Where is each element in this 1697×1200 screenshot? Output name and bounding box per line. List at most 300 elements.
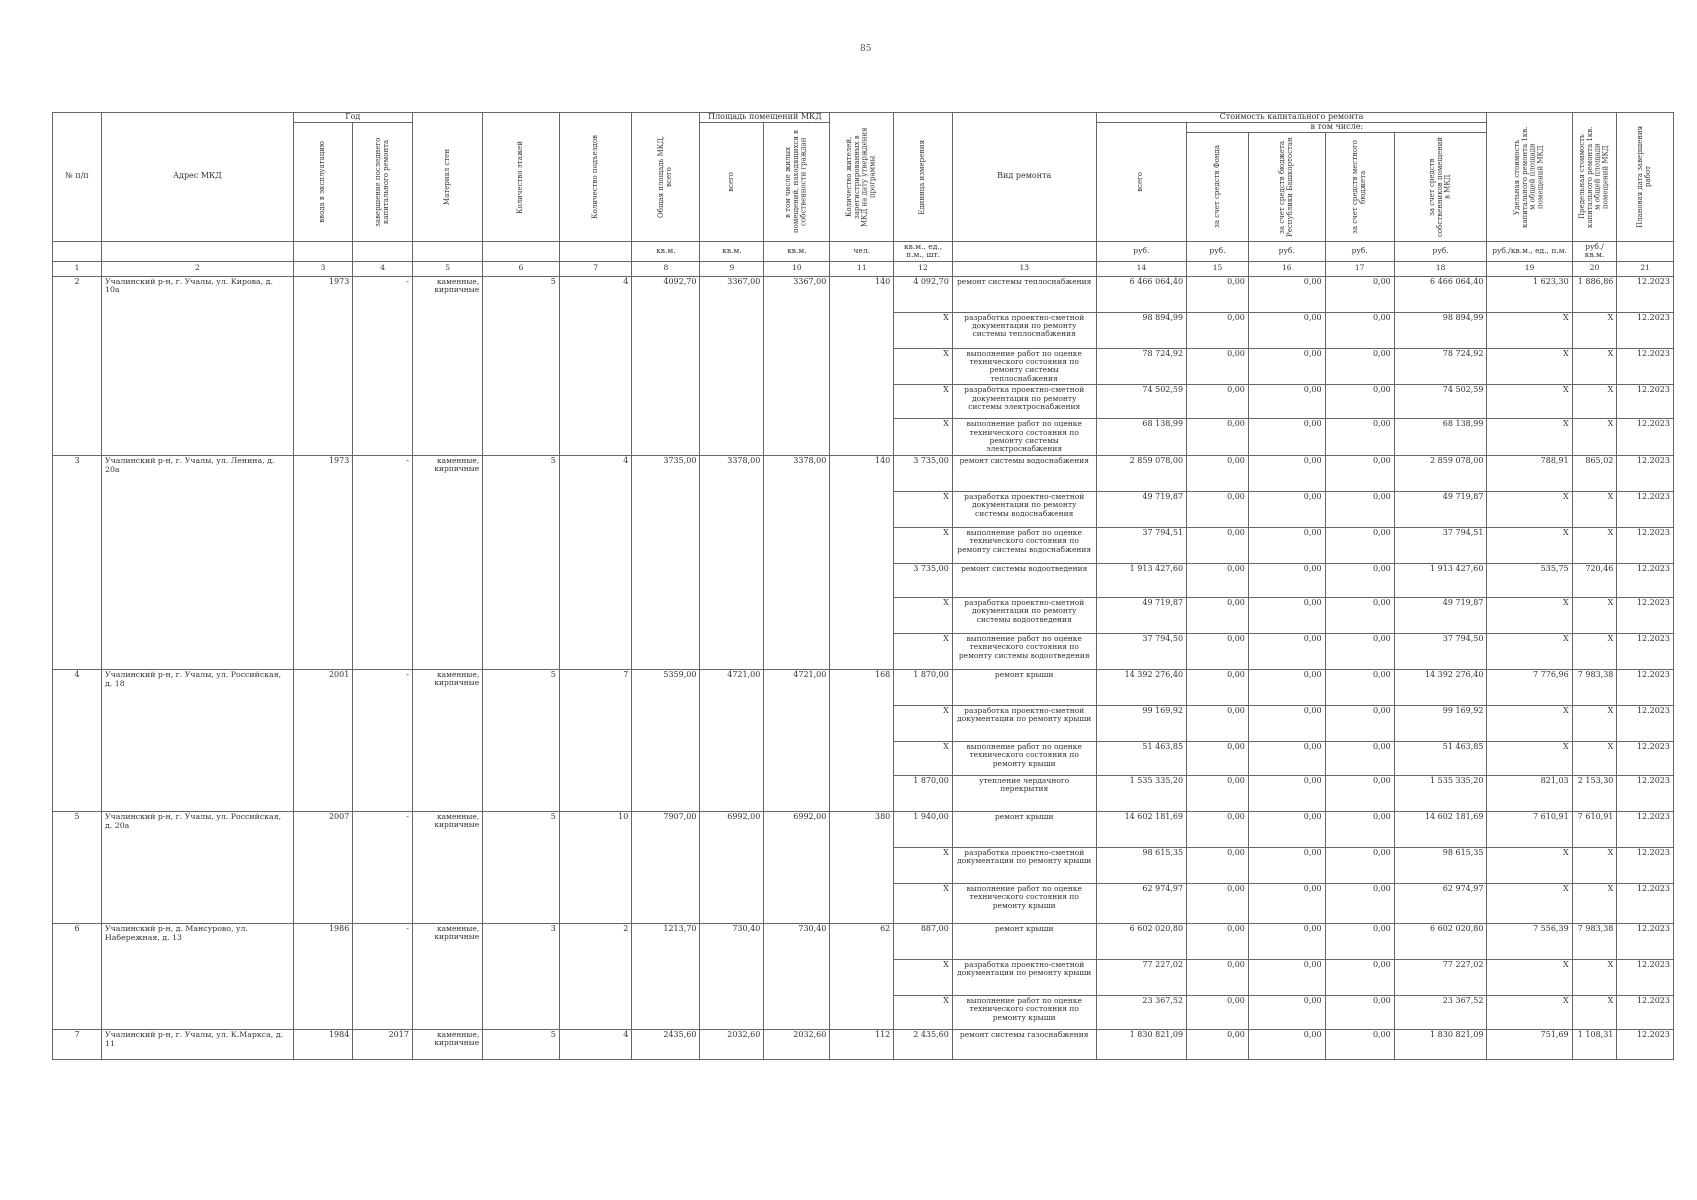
- column-numbers-row: [53, 261, 1674, 276]
- header-limit-cost: Предельная стоимость капитального ремонта 1кв. м общей площади помещений МКД: [1572, 113, 1617, 242]
- completion-date: 12.2023: [1617, 669, 1674, 705]
- completion-date: 12.2023: [1617, 312, 1674, 348]
- cost-fund: 0,00: [1187, 597, 1249, 633]
- limit-cost: 7 610,91: [1572, 811, 1617, 847]
- header-cost-total: всего: [1096, 122, 1187, 241]
- last-repair-year: -: [353, 276, 413, 455]
- cost-local: 0,00: [1325, 348, 1394, 385]
- unit-cost: X: [1487, 348, 1572, 385]
- header-cost-local: за счет средств местного бюджета: [1325, 132, 1394, 241]
- work-unit: X: [894, 491, 953, 527]
- header-area-premises: всего: [700, 122, 764, 241]
- header-cost-sub: в том числе:: [1187, 122, 1487, 132]
- limit-cost: 1 886,86: [1572, 276, 1617, 312]
- cost-total: 99 169,92: [1096, 705, 1187, 741]
- last-repair-year: 2017: [353, 1029, 413, 1059]
- column-number: 6: [483, 261, 560, 276]
- work-unit: X: [894, 419, 953, 456]
- building-address: Учалинский р-н, г. Учалы, ул. Российская, д. 20а: [101, 811, 293, 923]
- premises-area: 3378,00: [700, 455, 764, 669]
- unit-cost: 751,69: [1487, 1029, 1572, 1059]
- work-type: ремонт крыши: [952, 811, 1096, 847]
- cost-fund: 0,00: [1187, 633, 1249, 669]
- wall-material: каменные, кирпичные: [412, 811, 482, 923]
- cost-total: 62 974,97: [1096, 883, 1187, 923]
- premises-area: 2032,60: [700, 1029, 764, 1059]
- cost-fund: 0,00: [1187, 923, 1249, 959]
- unit-label: кв.м.: [632, 241, 700, 261]
- cost-rb: 0,00: [1248, 385, 1325, 419]
- cost-total: 49 719,87: [1096, 597, 1187, 633]
- completion-date: 12.2023: [1617, 527, 1674, 563]
- total-area: 2435,60: [632, 1029, 700, 1059]
- cost-local: 0,00: [1325, 597, 1394, 633]
- header-last-repair: завершение последнего капитального ремонта: [353, 122, 413, 241]
- building-address: Учалинский р-н, д. Мансурово, ул. Набережная, д. 13: [101, 923, 293, 1029]
- limit-cost: X: [1572, 633, 1617, 669]
- unit-cost: X: [1487, 959, 1572, 995]
- cost-local: 0,00: [1325, 669, 1394, 705]
- cost-fund: 0,00: [1187, 883, 1249, 923]
- cost-owners: 78 724,92: [1394, 348, 1487, 385]
- entrances-count: 2: [559, 923, 631, 1029]
- completion-date: 12.2023: [1617, 995, 1674, 1029]
- completion-date: 12.2023: [1617, 923, 1674, 959]
- header-year-commission: ввода в эксплуатацию: [293, 122, 353, 241]
- work-type: разработка проектно-сметной документации по ремонту крыши: [952, 959, 1096, 995]
- header-year-group: Год: [293, 113, 412, 123]
- cost-fund: 0,00: [1187, 959, 1249, 995]
- cost-owners: 49 719,87: [1394, 491, 1487, 527]
- unit-cost: 821,03: [1487, 775, 1572, 811]
- cost-total: 78 724,92: [1096, 348, 1187, 385]
- cost-fund: 0,00: [1187, 741, 1249, 775]
- cost-owners: 1 830 821,09: [1394, 1029, 1487, 1059]
- cost-rb: 0,00: [1248, 741, 1325, 775]
- limit-cost: X: [1572, 959, 1617, 995]
- cost-owners: 37 794,51: [1394, 527, 1487, 563]
- residential-area: 6992,00: [764, 811, 830, 923]
- cost-rb: 0,00: [1248, 923, 1325, 959]
- cost-owners: 51 463,85: [1394, 741, 1487, 775]
- cost-fund: 0,00: [1187, 312, 1249, 348]
- cost-total: 2 859 078,00: [1096, 455, 1187, 491]
- column-number: 10: [764, 261, 830, 276]
- cost-total: 49 719,87: [1096, 491, 1187, 527]
- entrances-count: 4: [559, 276, 631, 455]
- work-type: разработка проектно-сметной документации по ремонту крыши: [952, 847, 1096, 883]
- completion-date: 12.2023: [1617, 741, 1674, 775]
- work-type: разработка проектно-сметной документации по ремонту крыши: [952, 705, 1096, 741]
- unit-label: руб./кв.м., ед., п.м.: [1487, 241, 1572, 261]
- column-number: 14: [1096, 261, 1187, 276]
- unit-cost: 7 556,39: [1487, 923, 1572, 959]
- work-unit: 1 870,00: [894, 669, 953, 705]
- cost-rb: 0,00: [1248, 597, 1325, 633]
- column-number: 3: [293, 261, 353, 276]
- header-residents: Количество жителей, зарегистрированных в МКД на дату утверждения программы: [830, 113, 894, 242]
- work-unit: 1 870,00: [894, 775, 953, 811]
- cost-owners: 2 859 078,00: [1394, 455, 1487, 491]
- column-number: 15: [1187, 261, 1249, 276]
- page-number: 85: [860, 44, 872, 54]
- entrances-count: 4: [559, 455, 631, 669]
- cost-local: 0,00: [1325, 811, 1394, 847]
- header-area-group: Площадь помещений МКД: [700, 113, 830, 123]
- cost-local: 0,00: [1325, 491, 1394, 527]
- cost-owners: 37 794,50: [1394, 633, 1487, 669]
- cost-fund: 0,00: [1187, 775, 1249, 811]
- unit-cost: X: [1487, 419, 1572, 456]
- limit-cost: 7 983,38: [1572, 923, 1617, 959]
- table-row: [53, 276, 1674, 312]
- wall-material: каменные, кирпичные: [412, 923, 482, 1029]
- header-address: Адрес МКД: [101, 113, 293, 242]
- residential-area: 730,40: [764, 923, 830, 1029]
- cost-total: 37 794,51: [1096, 527, 1187, 563]
- floors-count: 5: [483, 669, 560, 811]
- year-commissioned: 1986: [293, 923, 353, 1029]
- total-area: 4092,70: [632, 276, 700, 455]
- cost-rb: 0,00: [1248, 1029, 1325, 1059]
- floors-count: 5: [483, 1029, 560, 1059]
- limit-cost: X: [1572, 527, 1617, 563]
- cost-total: 14 602 181,69: [1096, 811, 1187, 847]
- floors-count: 5: [483, 811, 560, 923]
- unit-cost: X: [1487, 847, 1572, 883]
- units-row: [53, 241, 1674, 261]
- unit-cost: X: [1487, 705, 1572, 741]
- cost-local: 0,00: [1325, 995, 1394, 1029]
- wall-material: каменные, кирпичные: [412, 455, 482, 669]
- column-number: 19: [1487, 261, 1572, 276]
- column-number: 9: [700, 261, 764, 276]
- header-cost-rb: за счет средств бюджета Республики Башкортостан: [1248, 132, 1325, 241]
- limit-cost: X: [1572, 312, 1617, 348]
- cost-fund: 0,00: [1187, 385, 1249, 419]
- residents-count: 140: [830, 276, 894, 455]
- work-type: разработка проектно-сметной документации по ремонту системы электроснабжения: [952, 385, 1096, 419]
- completion-date: 12.2023: [1617, 276, 1674, 312]
- work-type: выполнение работ по оценке технического состояния по ремонту системы водоснабжения: [952, 527, 1096, 563]
- cost-total: 14 392 276,40: [1096, 669, 1187, 705]
- limit-cost: 7 983,38: [1572, 669, 1617, 705]
- wall-material: каменные, кирпичные: [412, 1029, 482, 1059]
- building-number: 5: [53, 811, 102, 923]
- cost-local: 0,00: [1325, 775, 1394, 811]
- limit-cost: X: [1572, 348, 1617, 385]
- cost-local: 0,00: [1325, 455, 1394, 491]
- work-unit: X: [894, 741, 953, 775]
- completion-date: 12.2023: [1617, 1029, 1674, 1059]
- cost-local: 0,00: [1325, 705, 1394, 741]
- table-row: [53, 811, 1674, 847]
- cost-owners: 99 169,92: [1394, 705, 1487, 741]
- last-repair-year: -: [353, 455, 413, 669]
- residents-count: 168: [830, 669, 894, 811]
- cost-total: 37 794,50: [1096, 633, 1187, 669]
- cost-owners: 77 227,02: [1394, 959, 1487, 995]
- completion-date: 12.2023: [1617, 597, 1674, 633]
- entrances-count: 4: [559, 1029, 631, 1059]
- cost-rb: 0,00: [1248, 563, 1325, 597]
- cost-fund: 0,00: [1187, 276, 1249, 312]
- cost-fund: 0,00: [1187, 847, 1249, 883]
- cost-total: 6 466 064,40: [1096, 276, 1187, 312]
- work-type: разработка проектно-сметной документации по ремонту системы водоснабжения: [952, 491, 1096, 527]
- cost-rb: 0,00: [1248, 811, 1325, 847]
- work-unit: X: [894, 348, 953, 385]
- work-type: выполнение работ по оценке технического состояния по ремонту крыши: [952, 883, 1096, 923]
- column-number: 1: [53, 261, 102, 276]
- cost-fund: 0,00: [1187, 995, 1249, 1029]
- capital-repair-table-sheet: [52, 112, 1674, 1087]
- work-type: ремонт системы газоснабжения: [952, 1029, 1096, 1059]
- work-type: утепление чердачного перекрытия: [952, 775, 1096, 811]
- cost-total: 23 367,52: [1096, 995, 1187, 1029]
- completion-date: 12.2023: [1617, 883, 1674, 923]
- work-type: ремонт крыши: [952, 669, 1096, 705]
- premises-area: 4721,00: [700, 669, 764, 811]
- work-type: выполнение работ по оценке технического состояния по ремонту крыши: [952, 995, 1096, 1029]
- header-unit-cost: Удельная стоимость капитального ремонта 1кв. м общей площади помещений МКД: [1487, 113, 1572, 242]
- table-row: [53, 923, 1674, 959]
- header-cost-owners: за счет средств собственников помещений в МКД: [1394, 132, 1487, 241]
- limit-cost: 1 108,31: [1572, 1029, 1617, 1059]
- work-type: выполнение работ по оценке технического состояния по ремонту системы водоотведения: [952, 633, 1096, 669]
- limit-cost: X: [1572, 741, 1617, 775]
- building-number: 7: [53, 1029, 102, 1059]
- premises-area: 6992,00: [700, 811, 764, 923]
- completion-date: 12.2023: [1617, 959, 1674, 995]
- total-area: 3735,00: [632, 455, 700, 669]
- total-area: 1213,70: [632, 923, 700, 1029]
- work-unit: X: [894, 385, 953, 419]
- cost-owners: 74 502,59: [1394, 385, 1487, 419]
- limit-cost: 720,46: [1572, 563, 1617, 597]
- cost-total: 51 463,85: [1096, 741, 1187, 775]
- building-address: Учалинский р-н, г. Учалы, ул. Ленина, д. 20а: [101, 455, 293, 669]
- cost-rb: 0,00: [1248, 276, 1325, 312]
- building-number: 3: [53, 455, 102, 669]
- unit-cost: X: [1487, 385, 1572, 419]
- header-area-residential: в том числе жилых помещений, находящихся в собственности граждан: [764, 122, 830, 241]
- building-address: Учалинский р-н, г. Учалы, ул. Российская, д. 18: [101, 669, 293, 811]
- cost-owners: 6 466 064,40: [1394, 276, 1487, 312]
- cost-total: 98 894,99: [1096, 312, 1187, 348]
- cost-total: 77 227,02: [1096, 959, 1187, 995]
- floors-count: 5: [483, 455, 560, 669]
- cost-rb: 0,00: [1248, 419, 1325, 456]
- residents-count: 62: [830, 923, 894, 1029]
- cost-local: 0,00: [1325, 959, 1394, 995]
- column-number: 16: [1248, 261, 1325, 276]
- work-unit: 1 940,00: [894, 811, 953, 847]
- header-date: Плановая дата завершения работ: [1617, 113, 1674, 242]
- cost-owners: 62 974,97: [1394, 883, 1487, 923]
- building-number: 2: [53, 276, 102, 455]
- cost-rb: 0,00: [1248, 847, 1325, 883]
- cost-total: 68 138,99: [1096, 419, 1187, 456]
- limit-cost: X: [1572, 597, 1617, 633]
- unit-label: руб.: [1325, 241, 1394, 261]
- limit-cost: X: [1572, 385, 1617, 419]
- cost-owners: 68 138,99: [1394, 419, 1487, 456]
- cost-total: 1 535 335,20: [1096, 775, 1187, 811]
- completion-date: 12.2023: [1617, 491, 1674, 527]
- cost-total: 98 615,35: [1096, 847, 1187, 883]
- column-number: 13: [952, 261, 1096, 276]
- wall-material: каменные, кирпичные: [412, 276, 482, 455]
- capital-repair-table: [52, 112, 1674, 1060]
- work-type: выполнение работ по оценке технического состояния по ремонту системы теплоснабжения: [952, 348, 1096, 385]
- header-unit: Единица измерения: [894, 113, 953, 242]
- unit-label: руб./кв.м.: [1572, 241, 1617, 261]
- header-cost-fund: за счет средств Фонда: [1187, 132, 1249, 241]
- column-number: 8: [632, 261, 700, 276]
- cost-fund: 0,00: [1187, 811, 1249, 847]
- year-commissioned: 1973: [293, 455, 353, 669]
- cost-owners: 1 913 427,60: [1394, 563, 1487, 597]
- work-unit: 2 435,60: [894, 1029, 953, 1059]
- cost-total: 1 913 427,60: [1096, 563, 1187, 597]
- column-number: 12: [894, 261, 953, 276]
- completion-date: 12.2023: [1617, 385, 1674, 419]
- column-number: 18: [1394, 261, 1487, 276]
- work-type: разработка проектно-сметной документации по ремонту системы водоотведения: [952, 597, 1096, 633]
- work-unit: X: [894, 633, 953, 669]
- work-unit: 3 735,00: [894, 563, 953, 597]
- cost-owners: 98 615,35: [1394, 847, 1487, 883]
- cost-fund: 0,00: [1187, 563, 1249, 597]
- cost-fund: 0,00: [1187, 669, 1249, 705]
- work-unit: 3 735,00: [894, 455, 953, 491]
- unit-label: кв.м.: [700, 241, 764, 261]
- residential-area: 3367,00: [764, 276, 830, 455]
- header-entrances: Количество подъездов: [559, 113, 631, 242]
- cost-rb: 0,00: [1248, 527, 1325, 563]
- limit-cost: X: [1572, 883, 1617, 923]
- cost-local: 0,00: [1325, 883, 1394, 923]
- column-number: 20: [1572, 261, 1617, 276]
- unit-cost: X: [1487, 491, 1572, 527]
- cost-owners: 98 894,99: [1394, 312, 1487, 348]
- table-body: [53, 276, 1674, 1059]
- header-num: № п/п: [53, 113, 102, 242]
- floors-count: 3: [483, 923, 560, 1029]
- wall-material: каменные, кирпичные: [412, 669, 482, 811]
- cost-local: 0,00: [1325, 741, 1394, 775]
- cost-rb: 0,00: [1248, 705, 1325, 741]
- work-unit: 887,00: [894, 923, 953, 959]
- work-unit: X: [894, 705, 953, 741]
- work-type: выполнение работ по оценке технического состояния по ремонту крыши: [952, 741, 1096, 775]
- unit-cost: X: [1487, 527, 1572, 563]
- completion-date: 12.2023: [1617, 775, 1674, 811]
- year-commissioned: 1984: [293, 1029, 353, 1059]
- column-number: 4: [353, 261, 413, 276]
- cost-fund: 0,00: [1187, 527, 1249, 563]
- cost-rb: 0,00: [1248, 633, 1325, 669]
- work-unit: X: [894, 312, 953, 348]
- unit-cost: X: [1487, 633, 1572, 669]
- work-type: ремонт крыши: [952, 923, 1096, 959]
- unit-label: руб.: [1187, 241, 1249, 261]
- unit-label: кв.м.: [764, 241, 830, 261]
- cost-fund: 0,00: [1187, 348, 1249, 385]
- table-row: [53, 669, 1674, 705]
- year-commissioned: 2001: [293, 669, 353, 811]
- cost-local: 0,00: [1325, 419, 1394, 456]
- work-type: ремонт системы водоотведения: [952, 563, 1096, 597]
- unit-cost: X: [1487, 741, 1572, 775]
- total-area: 5359,00: [632, 669, 700, 811]
- header-repair-type: Вид ремонта: [952, 113, 1096, 242]
- cost-fund: 0,00: [1187, 419, 1249, 456]
- cost-owners: 1 535 335,20: [1394, 775, 1487, 811]
- limit-cost: X: [1572, 705, 1617, 741]
- cost-total: 6 602 020,80: [1096, 923, 1187, 959]
- premises-area: 3367,00: [700, 276, 764, 455]
- limit-cost: 2 153,30: [1572, 775, 1617, 811]
- work-type: разработка проектно-сметной документации по ремонту системы теплоснабжения: [952, 312, 1096, 348]
- cost-rb: 0,00: [1248, 995, 1325, 1029]
- cost-owners: 14 392 276,40: [1394, 669, 1487, 705]
- work-type: ремонт системы теплоснабжения: [952, 276, 1096, 312]
- last-repair-year: -: [353, 923, 413, 1029]
- cost-local: 0,00: [1325, 527, 1394, 563]
- column-number: 21: [1617, 261, 1674, 276]
- building-address: Учалинский р-н, г. Учалы, ул. Кирова, д. 10а: [101, 276, 293, 455]
- cost-fund: 0,00: [1187, 455, 1249, 491]
- cost-owners: 49 719,87: [1394, 597, 1487, 633]
- last-repair-year: -: [353, 811, 413, 923]
- completion-date: 12.2023: [1617, 633, 1674, 669]
- unit-label: кв.м., ед., п.м., шт.: [894, 241, 953, 261]
- completion-date: 12.2023: [1617, 563, 1674, 597]
- cost-local: 0,00: [1325, 312, 1394, 348]
- column-number: 11: [830, 261, 894, 276]
- limit-cost: X: [1572, 995, 1617, 1029]
- cost-total: 74 502,59: [1096, 385, 1187, 419]
- work-unit: X: [894, 995, 953, 1029]
- completion-date: 12.2023: [1617, 811, 1674, 847]
- entrances-count: 10: [559, 811, 631, 923]
- completion-date: 12.2023: [1617, 705, 1674, 741]
- unit-label: чел.: [830, 241, 894, 261]
- unit-label: руб.: [1096, 241, 1187, 261]
- cost-total: 1 830 821,09: [1096, 1029, 1187, 1059]
- cost-local: 0,00: [1325, 923, 1394, 959]
- limit-cost: X: [1572, 491, 1617, 527]
- unit-label: руб.: [1248, 241, 1325, 261]
- cost-local: 0,00: [1325, 847, 1394, 883]
- residents-count: 112: [830, 1029, 894, 1059]
- completion-date: 12.2023: [1617, 419, 1674, 456]
- work-type: ремонт системы водоснабжения: [952, 455, 1096, 491]
- work-unit: X: [894, 883, 953, 923]
- header-material: Материал стен: [412, 113, 482, 242]
- cost-owners: 6 602 020,80: [1394, 923, 1487, 959]
- work-unit: X: [894, 597, 953, 633]
- premises-area: 730,40: [700, 923, 764, 1029]
- unit-cost: X: [1487, 995, 1572, 1029]
- unit-cost: 7 610,91: [1487, 811, 1572, 847]
- header-floors: Количество этажей: [483, 113, 560, 242]
- completion-date: 12.2023: [1617, 348, 1674, 385]
- cost-fund: 0,00: [1187, 1029, 1249, 1059]
- limit-cost: X: [1572, 847, 1617, 883]
